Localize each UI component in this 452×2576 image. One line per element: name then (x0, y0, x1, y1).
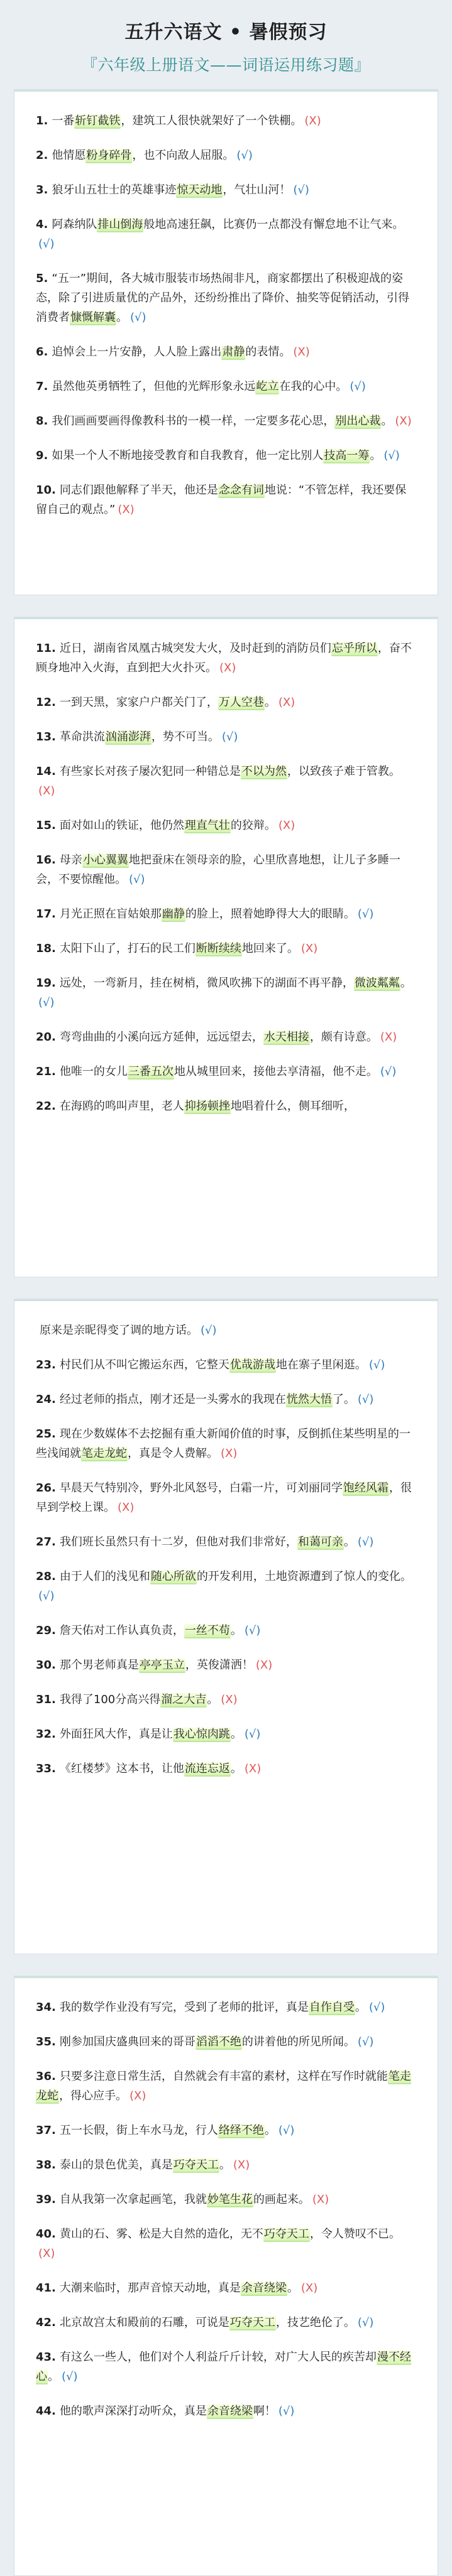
answer-mark: (√) (368, 2001, 385, 2014)
question-text: 村民们从不叫它搬运东西，它整天 (59, 1358, 229, 1372)
answer-mark: (√) (357, 2035, 374, 2048)
question-item (36, 1724, 416, 1744)
question-item (36, 639, 416, 678)
question-text-end: 。 (116, 311, 128, 324)
highlighted-idiom: 幽静 (162, 907, 185, 921)
question-text: “五一”期间，各大城市服装市场热闹非凡，商家都摆出了积极迎战的姿态，除了引进质量优的产品外，还纷纷推出了降价、抽奖等促销活动，引得消费者 (36, 272, 409, 324)
question-text-end: 。 (230, 1762, 242, 1775)
question-text: 同志们跟他解释了半天，他还是 (59, 484, 218, 497)
question-item (36, 2155, 416, 2175)
question-item (36, 904, 416, 924)
question-text-end: 地在寨子里闲逛。 (275, 1358, 367, 1372)
question-number: 41. (36, 2281, 56, 2295)
question-text-end: 。 (264, 696, 276, 709)
question-text: 一到天黑，家家户户都关门了， (59, 696, 218, 709)
question-number: 11. (36, 642, 56, 655)
answer-mark: (X) (293, 345, 310, 359)
question-text-end: 了。 (332, 1393, 355, 1406)
question-text: 我们画画要画得像教科书的一模一样，一定要多花心思， (52, 414, 335, 428)
question-number: 22. (36, 1100, 56, 1113)
question-text: 黄山的石、雾、松是大自然的造化，无不 (59, 2227, 263, 2241)
question-text: 原来是亲昵得变了调的地方话。 (40, 1324, 198, 1337)
question-item (36, 1027, 416, 1047)
question-item (36, 1390, 416, 1409)
answer-mark: (√) (380, 1065, 397, 1078)
question-item (36, 2313, 416, 2332)
question-text-end: 地说：“不管怎样，我还要保留自己的观点。” (36, 484, 407, 516)
question-text: 他唯一的女儿 (59, 1065, 128, 1078)
question-text-end: ，技艺绝伦了。 (275, 2316, 355, 2329)
question-item (36, 480, 416, 519)
question-item (36, 2278, 416, 2298)
answer-mark: (X) (304, 114, 321, 127)
question-item (36, 850, 416, 889)
header (14, 16, 438, 75)
question-text: 现在少数媒体不去挖掘有重大新闻价值的时事，反倒抓住某些明星的一些浅闻就 (36, 1427, 411, 1460)
highlighted-idiom: 小心翼翼 (82, 853, 128, 867)
highlighted-idiom: 我心惊肉跳 (173, 1728, 230, 1741)
question-text-end: ，令人赞叹不已。 (309, 2227, 400, 2241)
question-card-2 (14, 617, 438, 1277)
answer-mark: (X) (118, 503, 135, 516)
highlighted-idiom: 流连忘返 (184, 1762, 230, 1775)
question-text-end: 。 (230, 1728, 242, 1741)
question-number: 16. (36, 853, 56, 867)
question-item (36, 2067, 416, 2106)
question-text-end: ，英俊潇洒！ (185, 1659, 253, 1672)
question-item (36, 1655, 416, 1675)
question-text: 追悼会上一片安静，人人脸上露出 (52, 345, 222, 359)
question-number: 38. (36, 2158, 56, 2172)
highlighted-idiom: 随心所欲 (150, 1570, 196, 1583)
question-item (36, 973, 416, 1012)
question-text-end: 般地高速狂飙，比赛仍一点都没有懈怠地不让气来。 (143, 218, 404, 231)
question-item (36, 2347, 416, 2386)
highlighted-idiom: 念念有词 (218, 484, 264, 497)
answer-mark: (X) (221, 1693, 238, 1706)
question-text: 我们班长虽然只有十二岁，但他对我们非常好， (59, 1535, 297, 1549)
answer-mark: (X) (244, 1762, 262, 1775)
question-card-1 (14, 89, 438, 595)
question-card-3 (14, 1299, 438, 1954)
question-item (36, 2032, 416, 2052)
answer-mark: (X) (219, 661, 236, 674)
question-number: 28. (36, 1570, 56, 1583)
question-text-end: 。 (370, 449, 382, 462)
question-item (36, 727, 416, 747)
question-text: 他情愿 (52, 149, 86, 162)
highlighted-idiom: 肃静 (222, 345, 245, 359)
question-item (36, 342, 416, 362)
answer-mark: (X) (255, 1659, 273, 1672)
answer-mark: (√) (357, 907, 374, 921)
question-number: 18. (36, 942, 56, 955)
question-number: 37. (36, 2124, 56, 2137)
question-item (36, 2224, 416, 2263)
question-item (36, 693, 416, 712)
highlighted-idiom: 妙笔生花 (207, 2193, 253, 2206)
question-item (36, 377, 416, 396)
question-item (36, 1759, 416, 1778)
question-number: 15. (36, 819, 56, 832)
question-text-end: ，颇有诗意。 (309, 1031, 378, 1044)
question-item (36, 2121, 416, 2140)
question-text-end: 。 (230, 1624, 242, 1637)
highlighted-idiom: 忘乎所以 (331, 642, 377, 655)
question-number: 39. (36, 2193, 56, 2206)
question-number: 36. (36, 2070, 56, 2083)
question-text-end: 的表情。 (245, 345, 291, 359)
question-item (36, 1424, 416, 1463)
answer-mark: (√) (221, 730, 238, 744)
question-item (36, 1621, 416, 1640)
question-item (36, 1690, 416, 1709)
question-text: 远处，一弯新月，挂在树梢，微风吹拂下的湖面不再平静， (59, 977, 354, 990)
answer-mark: (√) (244, 1728, 261, 1741)
question-text-end: 。 (287, 2281, 299, 2295)
highlighted-idiom: 巧夺天工 (263, 2227, 309, 2241)
question-text-end: ，建筑工人很快就架好了一个铁棚。 (121, 114, 302, 127)
highlighted-idiom: 万人空巷 (218, 696, 264, 709)
question-text-end: 。 (207, 1693, 219, 1706)
answer-mark: (X) (278, 696, 295, 709)
question-text-end: 的狡辩。 (230, 819, 276, 832)
question-number: 43. (36, 2351, 56, 2364)
question-number: 23. (36, 1358, 56, 1372)
question-text: 由于人们的浅见和 (59, 1570, 150, 1583)
question-number: 33. (36, 1762, 56, 1775)
question-text: 虽然他英勇牺牲了，但他的光辉形象永远 (52, 380, 256, 393)
question-number: 35. (36, 2035, 56, 2048)
answer-mark: (X) (312, 2193, 329, 2206)
question-text-end: 的画起来。 (253, 2193, 310, 2206)
question-text: 外面狂风大作，真是让 (59, 1728, 173, 1741)
question-number: 14. (36, 765, 56, 778)
question-text-end: ，势不可当。 (151, 730, 219, 744)
question-text: 一番 (52, 114, 75, 127)
question-number: 20. (36, 1031, 56, 1044)
answer-mark: (√) (357, 1393, 374, 1406)
highlighted-idiom: 恍然大悟 (286, 1393, 332, 1406)
question-text: 有些家长对孩子屡次犯同一种错总是 (59, 765, 241, 778)
highlighted-idiom: 抑扬顿挫 (184, 1100, 230, 1113)
highlighted-idiom: 水天相接 (263, 1031, 309, 1044)
question-text-end: 的讲着他的所见所闻。 (241, 2035, 355, 2048)
answer-mark: (X) (395, 414, 412, 428)
question-text-end: ，气壮山河！ (223, 183, 291, 197)
question-number: 19. (36, 977, 56, 990)
question-text-end: 的脸上，照着她睁得大大的眼睛。 (185, 907, 355, 921)
answer-mark: (X) (118, 1501, 135, 1514)
question-text: 大潮来临时，那声音惊天动地，真是 (59, 2281, 241, 2295)
question-text-end: 。 (400, 977, 412, 990)
answer-mark: (√) (278, 2405, 295, 2418)
highlighted-idiom: 不以为然 (241, 765, 287, 778)
question-text: 经过老师的指点，刚才还是一头雾水的我现在 (59, 1393, 286, 1406)
question-item (36, 446, 416, 465)
highlighted-idiom: 络绎不绝 (218, 2124, 264, 2137)
question-number: 34. (36, 2001, 56, 2014)
answer-mark: (√) (244, 1624, 261, 1637)
highlighted-idiom: 和蔼可亲 (297, 1535, 343, 1549)
question-number: 4. (36, 218, 48, 231)
question-text: 自从我第一次拿起画笔，我就 (59, 2193, 207, 2206)
highlighted-idiom: 屹立 (256, 380, 279, 393)
question-item (36, 269, 416, 327)
question-item (36, 180, 416, 200)
question-text: 詹天佑对工作认真负责， (59, 1624, 184, 1637)
highlighted-idiom: 别出心裁 (335, 414, 381, 428)
question-text: 北京故宫太和殿前的石雕，可说是 (59, 2316, 229, 2329)
question-item (36, 215, 416, 254)
question-number: 31. (36, 1693, 56, 1706)
highlighted-idiom: 溜之大吉 (161, 1693, 207, 1706)
highlighted-idiom: 理直气壮 (184, 819, 230, 832)
answer-mark: (√) (293, 183, 309, 197)
highlighted-idiom: 余音绕梁 (241, 2281, 287, 2295)
question-text: 他的歌声深深打动听众，真是 (59, 2405, 207, 2418)
highlighted-idiom: 排山倒海 (97, 218, 143, 231)
answer-mark: (√) (62, 2370, 78, 2383)
question-text: 在海鸥的鸣叫声里，老人 (59, 1100, 184, 1113)
question-number: 44. (36, 2405, 56, 2418)
question-number: 30. (36, 1659, 56, 1672)
answer-mark: (√) (129, 873, 145, 886)
question-number: 21. (36, 1065, 56, 1078)
answer-mark: (√) (357, 1535, 374, 1549)
question-text-end: 。 (343, 1535, 355, 1549)
question-text-end: 啊！ (253, 2405, 276, 2418)
answer-mark: (X) (380, 1031, 397, 1044)
answer-mark: (X) (300, 2281, 318, 2295)
question-text: 《红楼梦》这本书，让他 (59, 1762, 184, 1775)
question-text: 月光正照在盲姑娘那 (59, 907, 162, 921)
answer-mark: (√) (278, 2124, 295, 2137)
highlighted-idiom: 断断续续 (196, 942, 241, 955)
highlighted-idiom: 汹涌澎湃 (105, 730, 151, 744)
highlighted-idiom: 斩钉截铁 (75, 114, 121, 127)
answer-mark: (X) (300, 942, 318, 955)
question-text: 面对如山的铁证，他仍然 (59, 819, 184, 832)
answer-mark: (√) (368, 1358, 385, 1372)
question-number: 12. (36, 696, 56, 709)
question-text-end: 在我的心中。 (279, 380, 348, 393)
question-number: 6. (36, 345, 48, 359)
question-text-end: 。 (355, 2001, 367, 2014)
question-number: 7. (36, 380, 48, 393)
question-text-end: ，也不向敌人屈服。 (132, 149, 234, 162)
question-text-end: 。 (48, 2370, 59, 2383)
question-item (36, 1532, 416, 1552)
question-card-4 (14, 1976, 438, 2576)
question-text-end: 。 (381, 414, 393, 428)
highlighted-idiom: 技高一筹 (324, 449, 370, 462)
question-number: 13. (36, 730, 56, 744)
highlighted-idiom: 饱经风霜 (343, 1481, 389, 1495)
question-number: 2. (36, 149, 48, 162)
question-item (36, 1478, 416, 1517)
answer-mark: (√) (201, 1324, 217, 1337)
answer-mark: (√) (38, 1589, 55, 1603)
question-text-end: ，得心应手。 (59, 2089, 127, 2102)
question-text-end: 。 (219, 2158, 231, 2172)
question-item (36, 2401, 416, 2421)
question-text: 如果一个人不断地接受教育和自我教育，他一定比别人 (52, 449, 324, 462)
question-text: 刚参加国庆盛典回来的哥哥 (59, 2035, 196, 2048)
question-text-end: 地把蚕床在领母亲的脸，心里欣喜地想，让儿子多睡一会，不要惊醒他。 (36, 853, 400, 886)
question-number: 40. (36, 2227, 56, 2241)
question-text: 革命洪流 (59, 730, 105, 744)
question-text: 我的数学作业没有写完，受到了老师的批评，真是 (59, 2001, 309, 2014)
highlighted-idiom: 巧夺天工 (173, 2158, 219, 2172)
highlighted-idiom: 自作自受 (309, 2001, 355, 2014)
question-text: 早晨天气特别冷，野外北风怒号，白霜一片，可刘丽同学 (59, 1481, 343, 1495)
highlighted-idiom: 亭亭玉立 (139, 1659, 185, 1672)
page-title: 五升六语文 • 暑假预习 (124, 21, 328, 43)
question-item (36, 1998, 416, 2017)
question-number: 8. (36, 414, 48, 428)
question-item (36, 1096, 416, 1116)
question-item (36, 816, 416, 835)
highlighted-idiom: 滔滔不绝 (196, 2035, 241, 2048)
answer-mark: (√) (38, 237, 55, 251)
answer-mark: (X) (130, 2089, 146, 2102)
question-text: 五一长假，街上车水马龙，行人 (59, 2124, 218, 2137)
highlighted-idiom: 一丝不苟 (184, 1624, 230, 1637)
answer-mark: (√) (350, 380, 366, 393)
question-text-end: 地唱着什么，侧耳细听， (230, 1100, 355, 1113)
question-text: 我得了100分高兴得 (59, 1693, 161, 1706)
answer-mark: (√) (236, 149, 253, 162)
question-text: 那个男老师真是 (59, 1659, 139, 1672)
question-number: 29. (36, 1624, 56, 1637)
question-text-end: 的开发利用，土地资源遭到了惊人的变化。 (196, 1570, 412, 1583)
question-number: 10. (36, 484, 56, 497)
question-item (36, 146, 416, 165)
question-text-end: 。 (264, 2124, 276, 2137)
answer-mark: (√) (130, 311, 146, 324)
question-number: 24. (36, 1393, 56, 1406)
answer-mark: (X) (38, 784, 55, 798)
answer-mark: (√) (383, 449, 400, 462)
question-number: 9. (36, 449, 48, 462)
question-text-end: ，奋不顾身地冲入火海，直到把大火扑灭。 (36, 642, 412, 674)
highlighted-idiom: 巧夺天工 (229, 2316, 275, 2329)
question-text: 阿森纳队 (52, 218, 97, 231)
question-number: 1. (36, 114, 48, 127)
question-text: 母亲 (59, 853, 82, 867)
question-item (36, 411, 416, 431)
answer-mark: (X) (233, 2158, 250, 2172)
question-item (36, 1355, 416, 1375)
highlighted-idiom: 余音绕梁 (207, 2405, 253, 2418)
answer-mark: (X) (38, 2247, 55, 2260)
highlighted-idiom: 笔走龙蛇 (36, 2070, 411, 2102)
highlighted-idiom: 笔走龙蛇 (82, 1447, 127, 1460)
question-text-end: ，以致孩子难于管教。 (287, 765, 400, 778)
question-number: 5. (36, 272, 48, 285)
question-text: 近日，湖南省凤凰古城突发大火，及时赶到的消防员们 (59, 642, 331, 655)
highlighted-idiom: 三番五次 (128, 1065, 174, 1078)
question-number: 32. (36, 1728, 56, 1741)
question-text: 有这么一些人，他们对个人利益斤斤计较，对广大人民的疾苦却 (59, 2351, 377, 2364)
question-item (36, 1567, 416, 1606)
highlighted-idiom: 优哉游哉 (229, 1358, 275, 1372)
question-text: 弯弯曲曲的小溪向远方延伸，远远望去， (59, 1031, 263, 1044)
answer-mark: (X) (278, 819, 295, 832)
question-number: 27. (36, 1535, 56, 1549)
question-text-end: 地回来了。 (241, 942, 299, 955)
question-number: 17. (36, 907, 56, 921)
question-item (36, 762, 416, 801)
question-number: 25. (36, 1427, 56, 1441)
page-subtitle: 『六年级上册语文——词语运用练习题』 (81, 56, 370, 74)
question-number: 3. (36, 183, 48, 197)
highlighted-idiom: 漫不经心 (36, 2351, 411, 2383)
highlighted-idiom: 慷慨解囊 (70, 311, 116, 324)
question-number: 42. (36, 2316, 56, 2329)
question-item (36, 1062, 416, 1081)
question-item (36, 111, 416, 131)
question-text-end: ，真是令人费解。 (128, 1447, 218, 1460)
highlighted-idiom: 粉身碎骨 (86, 149, 132, 162)
answer-mark: (√) (357, 2316, 374, 2329)
answer-mark: (X) (221, 1447, 238, 1460)
question-item (36, 1321, 416, 1340)
answer-mark: (√) (38, 996, 55, 1009)
question-text-end: ，很早到学校上课。 (36, 1481, 412, 1514)
question-text: 泰山的景色优美，真是 (59, 2158, 173, 2172)
question-item (36, 2190, 416, 2209)
question-text: 太阳下山了，打石的民工们 (59, 942, 196, 955)
question-item (36, 939, 416, 958)
question-text: 狼牙山五壮士的英雄事迹 (52, 183, 177, 197)
question-text-end: 地从城里回来，接他去享清福，他不走。 (174, 1065, 378, 1078)
highlighted-idiom: 惊天动地 (177, 183, 223, 197)
highlighted-idiom: 微波粼粼 (354, 977, 400, 990)
question-number: 26. (36, 1481, 56, 1495)
question-text: 只要多注意日常生活，自然就会有丰富的素材，这样在写作时就能 (59, 2070, 388, 2083)
